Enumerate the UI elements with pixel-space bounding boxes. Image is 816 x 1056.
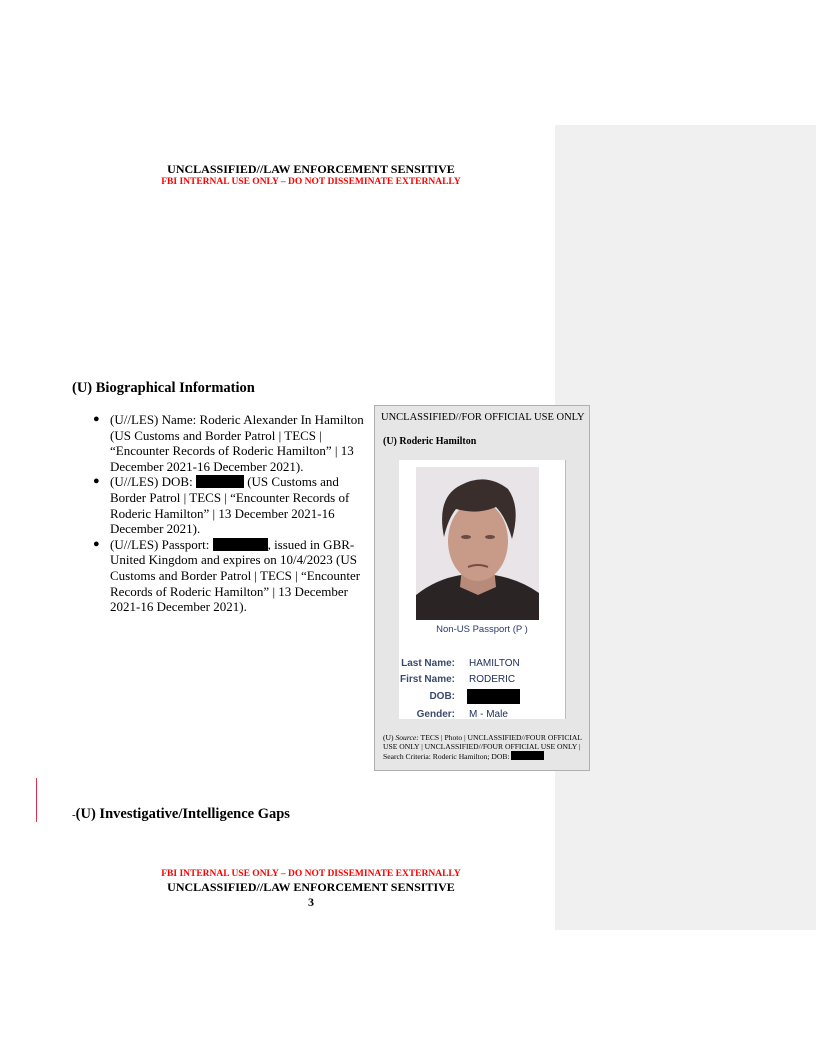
bullet-icon: ● xyxy=(93,413,100,425)
redaction-box xyxy=(196,475,244,488)
source-prefix: (U) xyxy=(383,733,396,742)
field-value: M - Male xyxy=(469,709,508,720)
redaction-box xyxy=(511,751,544,760)
section-heading-gaps xyxy=(72,806,290,823)
source-label: Source: xyxy=(395,733,419,742)
bullet-icon: ● xyxy=(93,537,100,550)
comment-sidebar xyxy=(555,125,816,930)
change-bar xyxy=(36,778,37,822)
field-value: RODERIC xyxy=(469,674,516,685)
list-item xyxy=(93,412,372,474)
field-value: HAMILTON xyxy=(469,658,520,669)
field-label: Gender: xyxy=(416,709,455,720)
passport-fields xyxy=(399,658,565,718)
redaction-box xyxy=(213,538,268,551)
bullet-text: (US Customs and Border Patrol | TECS | “Encounter Records of Roderic Hamilton” | 13 December 2021-16 December 2021). xyxy=(110,474,350,537)
bullet-icon: ● xyxy=(93,475,100,488)
list-item xyxy=(93,536,372,615)
revision-marker: - xyxy=(72,809,76,821)
card-classification: UNCLASSIFIED//FOR OFFICIAL USE ONLY xyxy=(381,412,585,423)
card-source xyxy=(383,733,587,761)
source-text: TECS | Photo | UNCLASSIFIED//FOUR OFFICIAL USE ONLY | UNCLASSIFIED//FOUR OFFICIAL USE ONLY | Search Criteria: Roderic Hamilton; DOB: xyxy=(383,733,582,761)
field-label: First Name: xyxy=(399,674,455,685)
list-item xyxy=(93,474,372,537)
header-classification: UNCLASSIFIED//LAW ENFORCEMENT SENSITIVE xyxy=(167,162,455,176)
passport-record xyxy=(399,460,566,719)
redaction-box xyxy=(467,689,520,704)
bullet-text: (U//LES) DOB: xyxy=(110,474,196,490)
heading-text: (U) Investigative/Intelligence Gaps xyxy=(75,806,290,822)
page-number: 3 xyxy=(308,895,314,909)
bullet-text: (U//LES) Name: Roderic Alexander In Hamilton (US Customs and Border Patrol | TECS | “Encounter Records of Roderic Hamilton” | 13 December 2021-16 December 2021). xyxy=(110,412,364,474)
footer-classification: UNCLASSIFIED//LAW ENFORCEMENT SENSITIVE xyxy=(167,880,455,894)
bio-list xyxy=(93,412,372,615)
header-caveat: FBI INTERNAL USE ONLY – DO NOT DISSEMINATE EXTERNALLY xyxy=(161,177,461,187)
card-title: (U) Roderic Hamilton xyxy=(383,436,477,447)
photo-caption: Non-US Passport (P ) xyxy=(436,624,528,635)
footer-caveat: FBI INTERNAL USE ONLY – DO NOT DISSEMINATE EXTERNALLY xyxy=(161,869,461,879)
bullet-text: (U//LES) Passport: xyxy=(110,536,213,552)
passport-photo xyxy=(416,467,539,620)
field-label: Last Name: xyxy=(401,658,455,669)
bullet-text: , issued in GBR-United Kingdom and expires on 10/4/2023 (US Customs and Border Patrol | TECS | “Encounter Records of Roderic Hamilton” | 13 December 2021-16 December 2021). xyxy=(110,536,361,615)
passport-card xyxy=(374,405,590,771)
field-label: DOB: xyxy=(429,691,455,702)
section-heading-biographical: (U) Biographical Information xyxy=(72,380,255,396)
